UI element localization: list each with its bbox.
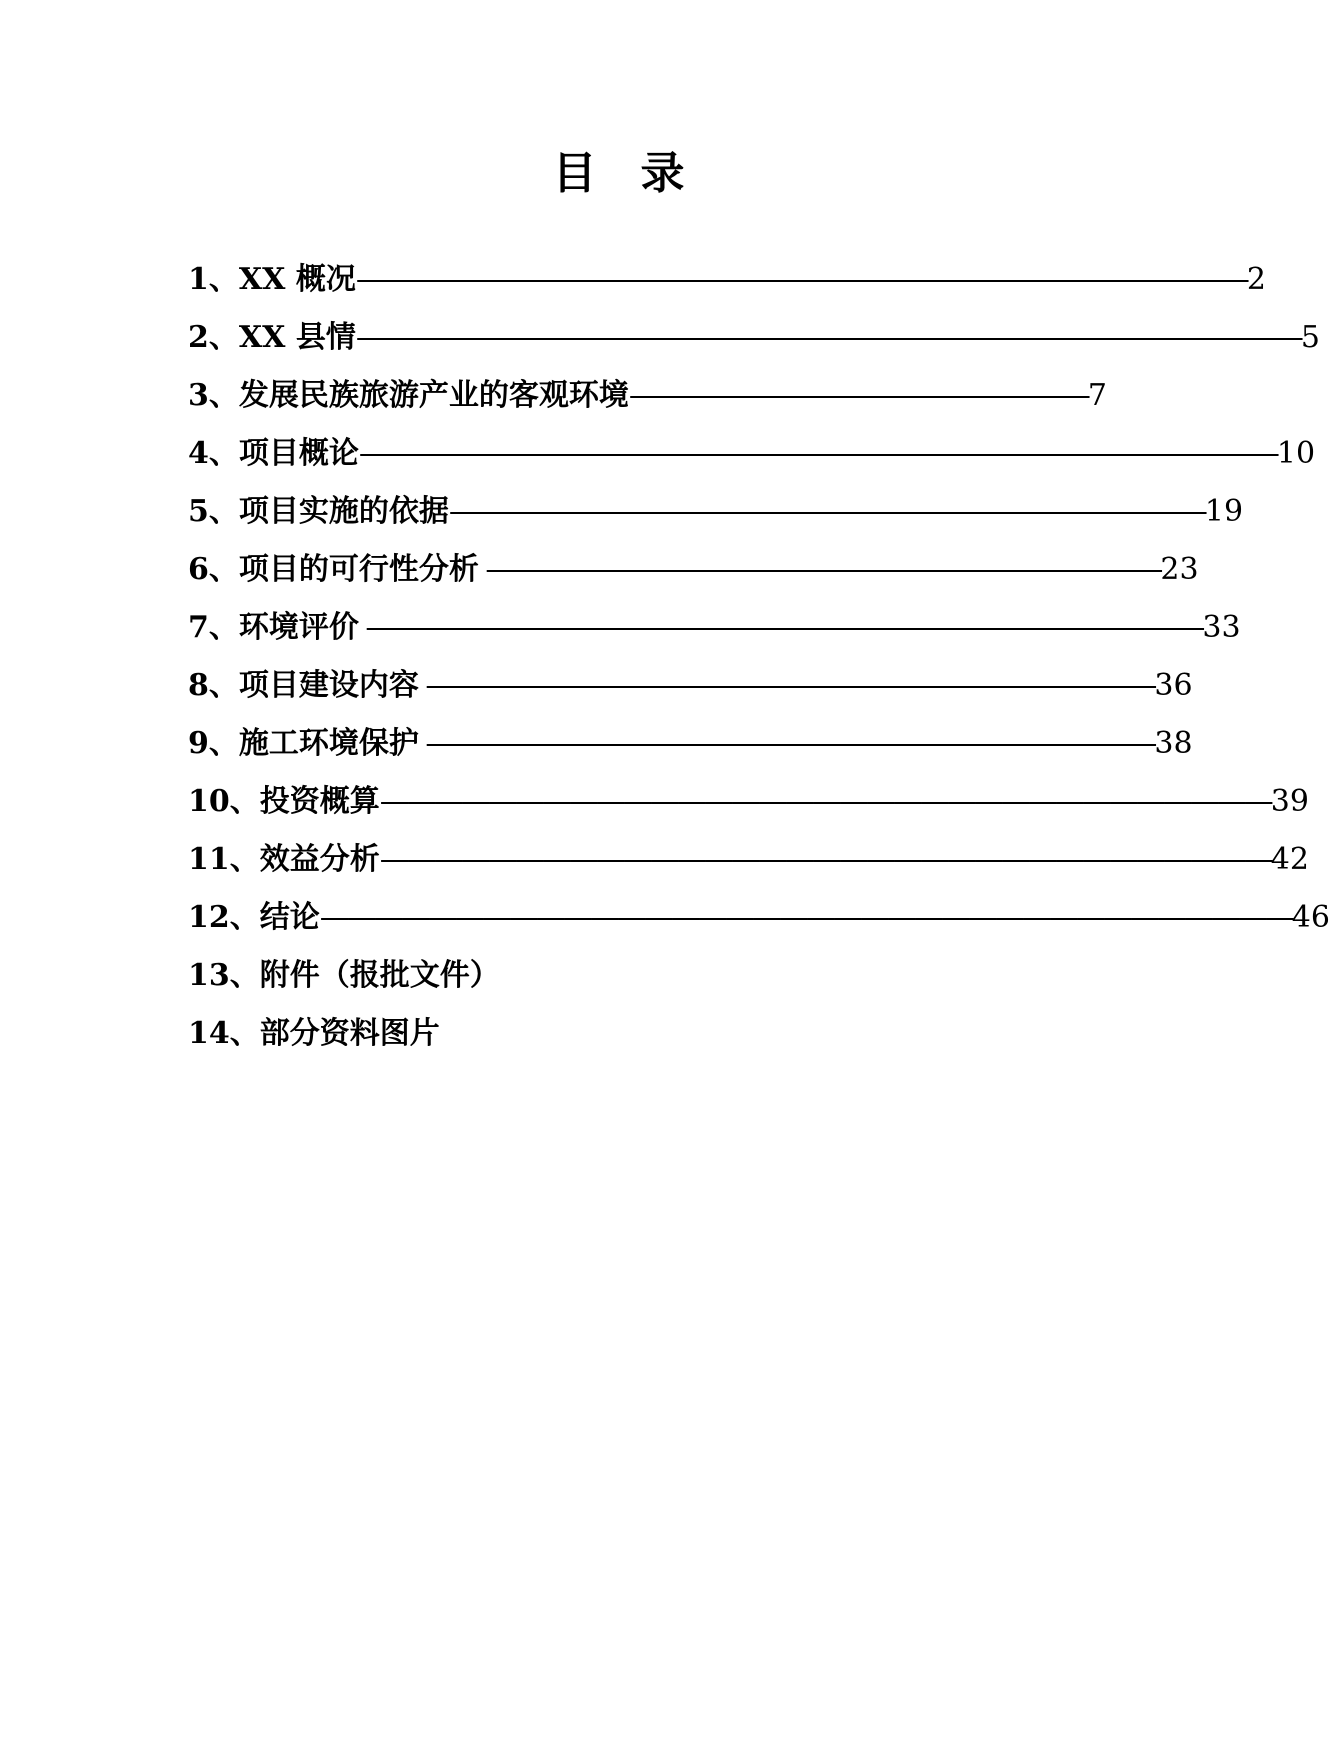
title-char-2: 录 (640, 148, 689, 199)
toc-entry[interactable] (188, 954, 500, 998)
toc-number: 11、 (188, 842, 260, 877)
toc-label: 结论 (259, 900, 320, 935)
toc-entry[interactable] (188, 548, 1199, 592)
toc-page-number: 33 (1202, 610, 1241, 645)
toc-number: 14、 (188, 1016, 260, 1051)
toc-number: 12、 (188, 900, 260, 935)
toc-number: 8、 (188, 668, 239, 703)
title-char-1: 目 (552, 148, 601, 199)
toc-page-number: 36 (1154, 668, 1193, 703)
toc-leader: ——————————————————————————————— (358, 610, 1203, 645)
toc-entry[interactable] (188, 664, 1193, 708)
toc-leader: ——————————————————————————— (418, 668, 1155, 703)
toc-page-number: 42 (1270, 842, 1309, 877)
toc-label: 项目建设内容 (238, 668, 419, 703)
toc-entry[interactable] (188, 606, 1241, 650)
toc-entry[interactable] (188, 258, 1266, 302)
toc-page-number: 23 (1160, 552, 1199, 587)
toc-label: 投资概算 (259, 784, 380, 819)
toc-label: 项目实施的依据 (238, 494, 449, 529)
toc-number: 10、 (188, 784, 260, 819)
toc-number: 7、 (188, 610, 239, 645)
toc-label: 施工环境保护 (238, 726, 419, 761)
toc-label: 项目概论 (238, 436, 359, 471)
toc-number: 6、 (188, 552, 239, 587)
toc-number: 3、 (188, 378, 239, 413)
toc-page-number: 5 (1300, 320, 1320, 355)
toc-leader: ———————————————————————————————————— (319, 900, 1292, 935)
toc-page-number: 46 (1291, 900, 1330, 935)
toc-leader: ————————————————————————— (478, 552, 1161, 587)
toc-leader: —————————————————————————————————— (358, 436, 1277, 471)
toc-entry[interactable] (188, 374, 1107, 418)
toc-entry[interactable] (188, 490, 1243, 534)
toc-page-number: 2 (1246, 262, 1266, 297)
toc-page-number: 19 (1204, 494, 1244, 529)
toc-page-number: 10 (1276, 436, 1316, 471)
toc-leader: ————————————————— (628, 378, 1088, 413)
toc-entry[interactable] (188, 432, 1315, 476)
toc-label: 发展民族旅游产业的客观环境 (238, 378, 629, 413)
toc-entry[interactable] (188, 896, 1330, 940)
toc-label: 附件（报批文件） (259, 958, 500, 993)
toc-label: 项目的可行性分析 (238, 552, 479, 587)
toc-entry[interactable] (188, 1012, 440, 1056)
toc-entry[interactable] (188, 780, 1309, 824)
toc-page-number: 38 (1154, 726, 1193, 761)
toc-label: 环境评价 (238, 610, 359, 645)
toc-label: XX 概况 (238, 262, 356, 297)
toc-number: 2、 (188, 320, 239, 355)
toc-leader: ————————————————————————————————— (379, 784, 1271, 819)
toc-leader: ————————————————————————————————— (379, 842, 1271, 877)
toc-number: 9、 (188, 726, 239, 761)
toc-leader: ———————————————————————————— (448, 494, 1205, 529)
toc-entry[interactable] (188, 722, 1193, 766)
toc-label: 效益分析 (259, 842, 380, 877)
toc-page-number: 39 (1270, 784, 1309, 819)
page-title (0, 148, 1241, 199)
toc-leader: ————————————————————————————————— (355, 262, 1247, 297)
toc-number: 13、 (188, 958, 260, 993)
toc-page-number: 7 (1087, 378, 1107, 413)
toc-number: 1、 (188, 262, 239, 297)
toc-leader: ——————————————————————————————————— (355, 320, 1301, 355)
toc-entry[interactable] (188, 316, 1320, 360)
toc-entry[interactable] (188, 838, 1309, 882)
toc-number: 5、 (188, 494, 239, 529)
toc-label: XX 县情 (238, 320, 356, 355)
toc-number: 4、 (188, 436, 239, 471)
toc-label: 部分资料图片 (259, 1016, 440, 1051)
toc-leader: ——————————————————————————— (418, 726, 1155, 761)
